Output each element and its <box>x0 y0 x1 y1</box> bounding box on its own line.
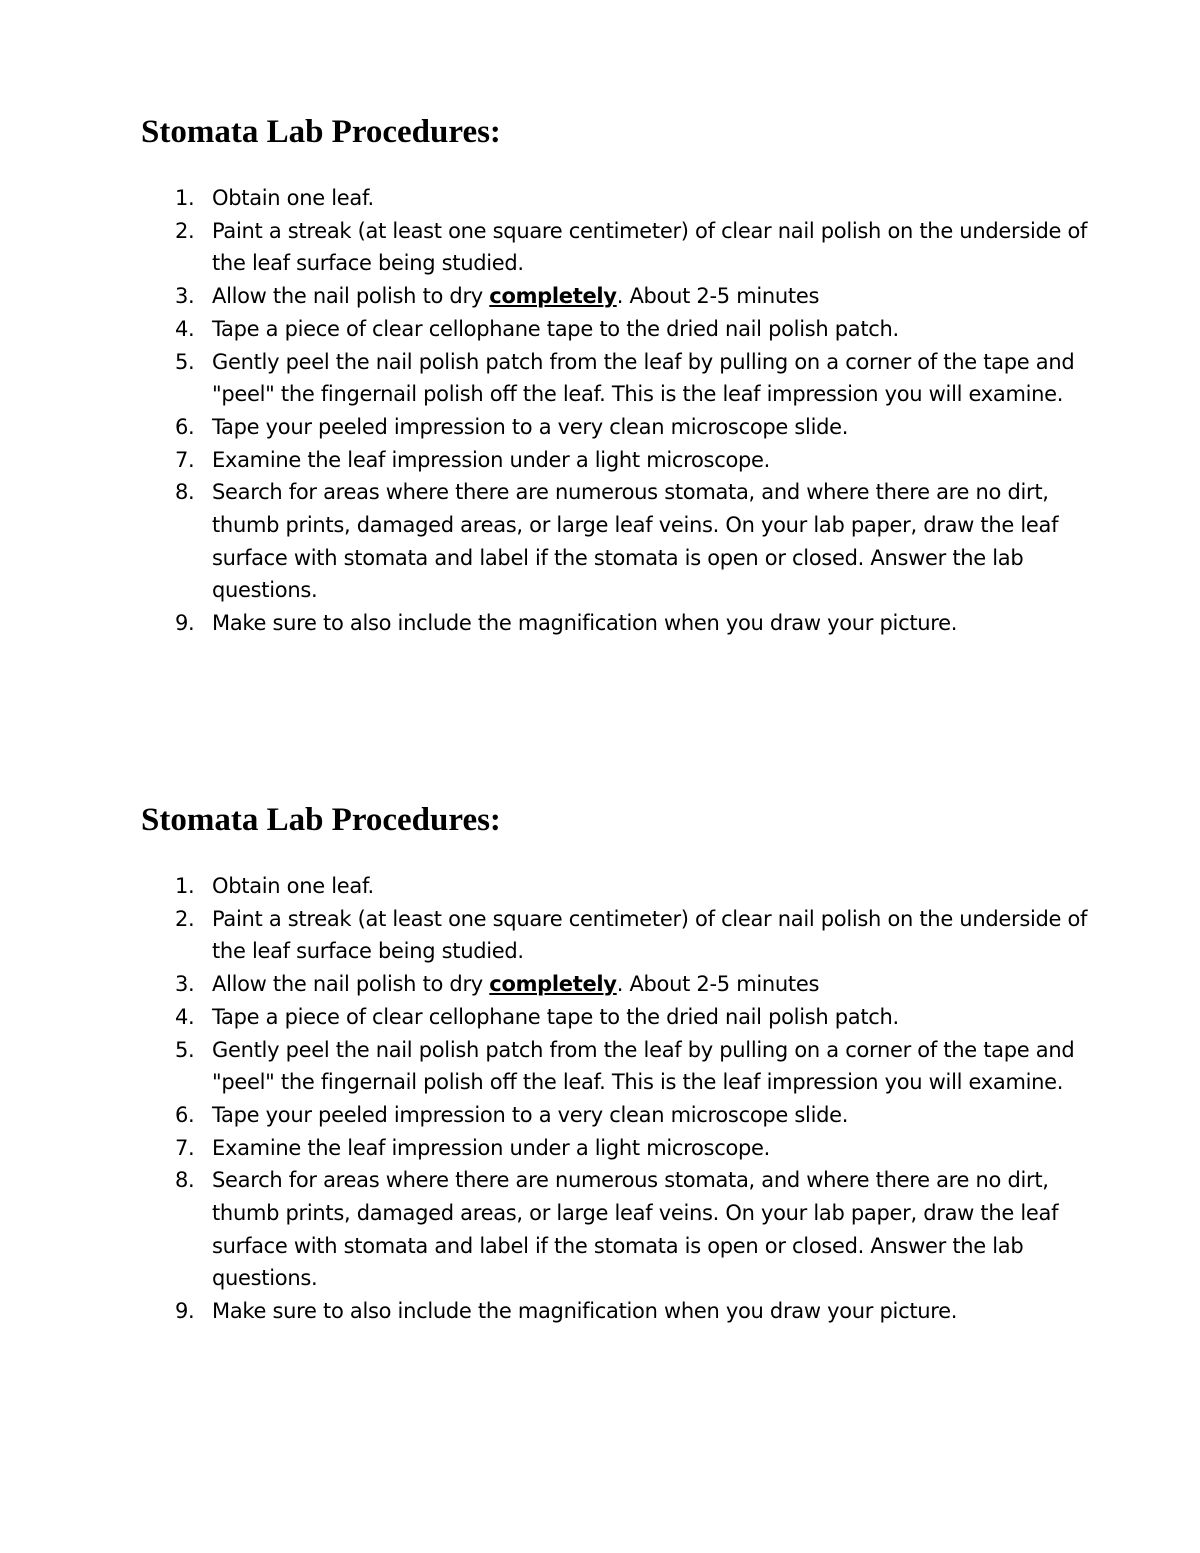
step-number: 8. <box>175 1168 195 1193</box>
step-number: 2. <box>175 906 195 931</box>
steps-list <box>141 182 1101 640</box>
section-title: Stomata Lab Procedures: <box>141 802 501 838</box>
step-text: Tape your peeled impression to a very clean microscope slide. <box>212 1102 849 1127</box>
step-number: 5. <box>175 349 195 374</box>
step-number: 6. <box>175 414 195 439</box>
step-text: Gently peel the nail polish patch from the leaf by pulling on a corner of the tape and "peel" the fingernail polish off the leaf. This is the leaf impression you will examine. <box>212 1037 1075 1095</box>
step-text-after: . About 2-5 minutes <box>616 284 820 309</box>
step-text-before: Allow the nail polish to dry <box>212 284 490 309</box>
step-number: 7. <box>175 1135 195 1160</box>
step-item <box>141 215 1101 280</box>
step-item <box>141 1034 1101 1099</box>
step-item <box>141 411 1101 444</box>
step-text: Paint a streak (at least one square centimeter) of clear nail polish on the underside of the leaf surface being studied. <box>212 906 1088 964</box>
step-item <box>141 476 1101 607</box>
step-text: Paint a streak (at least one square centimeter) of clear nail polish on the underside of the leaf surface being studied. <box>212 218 1088 276</box>
step-text: Gently peel the nail polish patch from the leaf by pulling on a corner of the tape and "peel" the fingernail polish off the leaf. This is the leaf impression you will examine. <box>212 349 1075 407</box>
step-text: Examine the leaf impression under a light microscope. <box>212 1135 771 1160</box>
step-number: 3. <box>175 972 195 997</box>
step-emphasis: completely <box>489 284 617 309</box>
step-number: 8. <box>175 480 195 505</box>
step-number: 1. <box>175 874 195 898</box>
step-item <box>141 607 1101 640</box>
step-text: Tape a piece of clear cellophane tape to the dried nail polish patch. <box>212 1004 899 1029</box>
step-text: Obtain one leaf. <box>212 874 374 898</box>
step-item <box>141 313 1101 346</box>
procedures-section-2 <box>141 800 1101 1328</box>
step-text-before: Allow the nail polish to dry <box>212 972 490 997</box>
step-item <box>141 1099 1101 1132</box>
step-item <box>141 968 1101 1001</box>
section-title: Stomata Lab Procedures: <box>141 114 501 150</box>
step-text: Make sure to also include the magnification when you draw your picture. <box>212 611 958 636</box>
step-number: 5. <box>175 1037 195 1062</box>
step-item <box>141 1132 1101 1165</box>
step-item <box>141 870 1101 903</box>
step-number: 9. <box>175 611 195 636</box>
steps-list <box>141 870 1101 1328</box>
step-text: Search for areas where there are numerous stomata, and where there are no dirt, thumb prints, damaged areas, or large leaf veins. On your lab paper, draw the leaf surface with stomata and label if the stomata is open or closed. Answer the lab questions. <box>212 480 1059 603</box>
step-text: Tape a piece of clear cellophane tape to the dried nail polish patch. <box>212 316 899 341</box>
step-text-after: . About 2-5 minutes <box>616 972 820 997</box>
step-item <box>141 280 1101 313</box>
step-number: 2. <box>175 218 195 243</box>
step-text: Obtain one leaf. <box>212 186 374 210</box>
step-number: 4. <box>175 316 195 341</box>
step-item <box>141 1001 1101 1034</box>
step-text: Make sure to also include the magnification when you draw your picture. <box>212 1299 958 1324</box>
step-item <box>141 903 1101 968</box>
step-number: 4. <box>175 1004 195 1029</box>
step-number: 1. <box>175 186 195 210</box>
step-item <box>141 444 1101 477</box>
step-number: 9. <box>175 1299 195 1324</box>
procedures-section-1 <box>141 112 1101 640</box>
step-text: Examine the leaf impression under a light microscope. <box>212 447 771 472</box>
step-number: 6. <box>175 1102 195 1127</box>
step-number: 3. <box>175 284 195 309</box>
step-emphasis: completely <box>489 972 617 997</box>
step-item <box>141 182 1101 215</box>
step-item <box>141 1164 1101 1295</box>
step-number: 7. <box>175 447 195 472</box>
step-item <box>141 1295 1101 1328</box>
step-text: Search for areas where there are numerous stomata, and where there are no dirt, thumb prints, damaged areas, or large leaf veins. On your lab paper, draw the leaf surface with stomata and label if the stomata is open or closed. Answer the lab questions. <box>212 1168 1059 1291</box>
step-item <box>141 346 1101 411</box>
step-text: Tape your peeled impression to a very clean microscope slide. <box>212 414 849 439</box>
